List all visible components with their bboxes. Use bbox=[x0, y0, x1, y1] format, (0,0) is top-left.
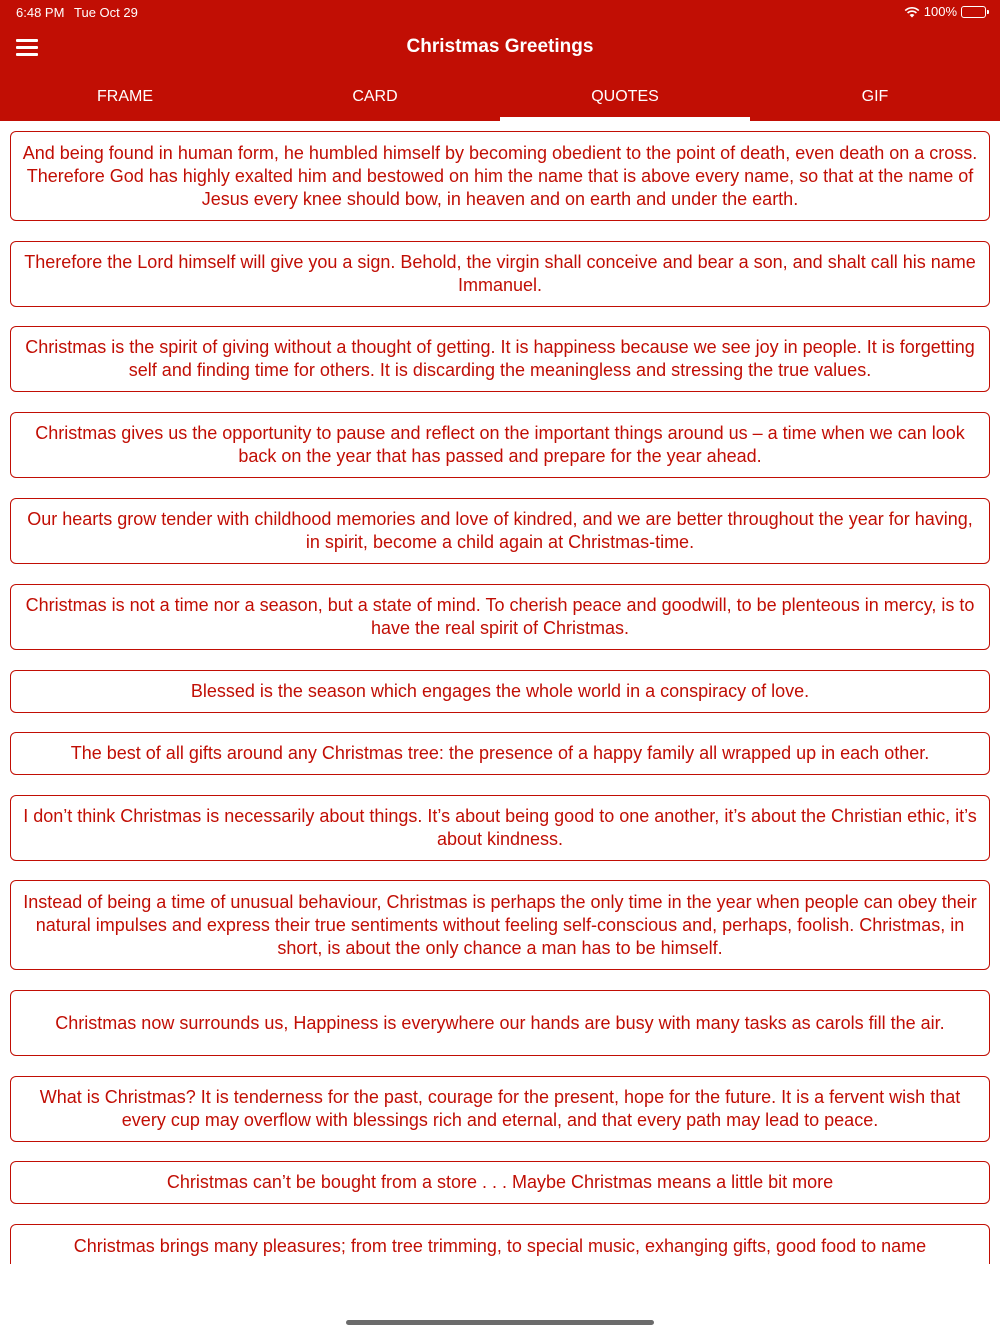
tab-card[interactable]: CARD bbox=[352, 88, 398, 105]
quote-card[interactable]: What is Christmas? It is tenderness for the past, courage for the present, hope for the future. It is a fervent wish that every cup may overflow with blessings rich and eternal, and that every path may lead to peace. bbox=[10, 1076, 990, 1142]
quote-card[interactable]: Our hearts grow tender with childhood memories and love of kindred, and we are better throughout the year for having, in spirit, become a child again at Christmas-time. bbox=[10, 498, 990, 564]
quote-card[interactable]: Christmas is the spirit of giving without a thought of getting. It is happiness because we see joy in people. It is forgetting self and finding time for others. It is discarding the meaningless and stressing the true values. bbox=[10, 326, 990, 392]
quote-card[interactable]: Christmas now surrounds us, Happiness is everywhere our hands are busy with many tasks as carols fill the air. bbox=[10, 990, 990, 1056]
quote-card[interactable]: And being found in human form, he humbled himself by becoming obedient to the point of death, even death on a cross. Therefore God has highly exalted him and bestowed on him the name that is above every name, so that at the name of Jesus every knee should bow, in heaven and on earth and under the earth. bbox=[10, 131, 990, 221]
quote-card[interactable]: Christmas can’t be bought from a store . . . Maybe Christmas means a little bit more bbox=[10, 1161, 990, 1204]
status-bar bbox=[0, 0, 1000, 24]
tab-quotes[interactable]: QUOTES bbox=[500, 72, 750, 121]
quote-card[interactable]: Instead of being a time of unusual behaviour, Christmas is perhaps the only time in the year when people can obey their natural impulses and express their true sentiments without feeling self-conscious and, perhaps, foolish. Christmas, in short, is about the only chance a man has to be himself. bbox=[10, 880, 990, 970]
quote-card[interactable]: Blessed is the season which engages the whole world in a conspiracy of love. bbox=[10, 670, 990, 713]
quote-card[interactable]: I don’t think Christmas is necessarily about things. It’s about being good to one another, it’s about the Christian ethic, it’s about kindness. bbox=[10, 795, 990, 861]
status-indicators bbox=[904, 4, 986, 19]
quote-card[interactable]: The best of all gifts around any Christmas tree: the presence of a happy family all wrapped up in each other. bbox=[10, 732, 990, 775]
battery-icon bbox=[961, 6, 986, 18]
page-title: Christmas Greetings bbox=[406, 36, 594, 57]
tab-frame[interactable]: FRAME bbox=[97, 88, 153, 105]
quote-card[interactable]: Christmas brings many pleasures; from tree trimming, to special music, exhanging gifts, good food to name bbox=[10, 1224, 990, 1264]
home-indicator[interactable] bbox=[346, 1320, 654, 1325]
quote-list[interactable] bbox=[0, 121, 1000, 1264]
tab-gif[interactable]: GIF bbox=[861, 88, 889, 105]
app-header bbox=[0, 0, 1000, 121]
quote-card[interactable]: Christmas gives us the opportunity to pause and reflect on the important things around us – a time when we can look back on the year that has passed and prepare for the year ahead. bbox=[10, 412, 990, 478]
quote-card[interactable]: Christmas is not a time nor a season, but a state of mind. To cherish peace and goodwill, to be plenteous in mercy, is to have the real spirit of Christmas. bbox=[10, 584, 990, 650]
wifi-icon bbox=[904, 6, 920, 18]
status-time: 6:48 PM bbox=[16, 5, 65, 20]
status-date: Tue Oct 29 bbox=[74, 5, 138, 20]
battery-percent: 100% bbox=[923, 4, 957, 19]
quote-card[interactable]: Therefore the Lord himself will give you a sign. Behold, the virgin shall conceive and bear a son, and shalt call his name Immanuel. bbox=[10, 241, 990, 307]
tab-bar bbox=[0, 72, 1000, 121]
